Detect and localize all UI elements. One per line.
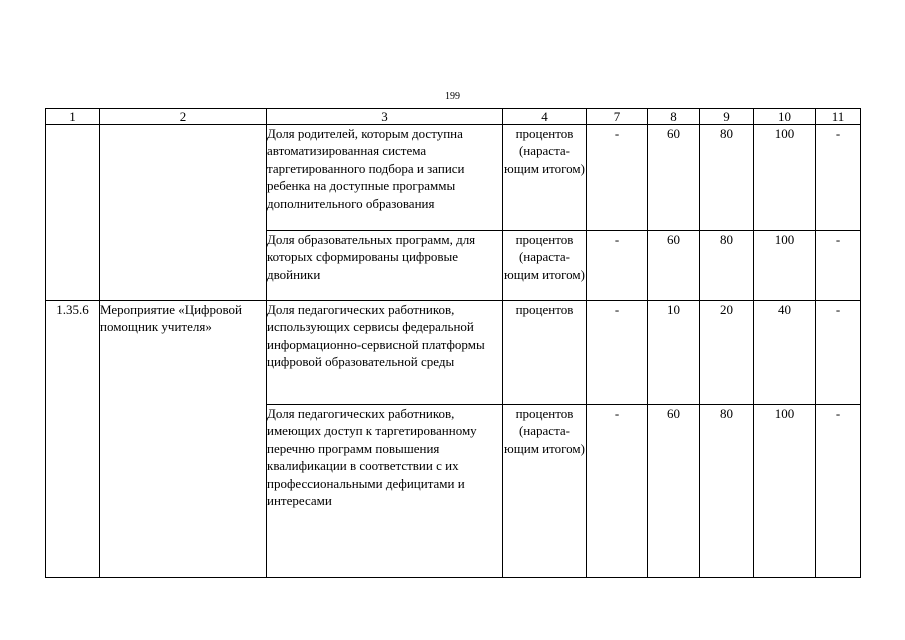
row-number-cell bbox=[46, 125, 100, 301]
value-cell-11: - bbox=[816, 405, 861, 578]
table-header-row bbox=[46, 109, 861, 125]
event-cell bbox=[100, 125, 267, 301]
value-cell-8: 60 bbox=[648, 125, 700, 231]
value-cell-9: 80 bbox=[700, 405, 754, 578]
value-cell-7: - bbox=[587, 405, 648, 578]
indicator-cell: Доля педагогических работников, использующих сервисы федеральной информационно-сервисной платформы цифровой образовательной среды bbox=[267, 301, 503, 405]
unit-cell: процентов bbox=[503, 301, 587, 405]
value-cell-7: - bbox=[587, 125, 648, 231]
value-cell-11: - bbox=[816, 301, 861, 405]
event-cell: Мероприятие «Цифровой помощник учителя» bbox=[100, 301, 267, 578]
page-number: 199 bbox=[445, 91, 460, 102]
table-row bbox=[46, 125, 861, 231]
indicator-cell: Доля родителей, которым доступна автоматизированная система таргетированного подбора и записи ребенка на доступные программы дополнительного образования bbox=[267, 125, 503, 231]
header-cell-4: 4 bbox=[503, 109, 587, 125]
table-row bbox=[46, 301, 861, 405]
value-cell-10: 100 bbox=[754, 405, 816, 578]
indicator-cell: Доля образовательных программ, для которых сформированы цифровые двойники bbox=[267, 231, 503, 301]
header-cell-3: 3 bbox=[267, 109, 503, 125]
value-cell-7: - bbox=[587, 231, 648, 301]
unit-cell: процентов (нараста-ющим итогом) bbox=[503, 231, 587, 301]
header-cell-7: 7 bbox=[587, 109, 648, 125]
value-cell-7: - bbox=[587, 301, 648, 405]
value-cell-9: 80 bbox=[700, 125, 754, 231]
header-cell-2: 2 bbox=[100, 109, 267, 125]
header-cell-1: 1 bbox=[46, 109, 100, 125]
header-cell-10: 10 bbox=[754, 109, 816, 125]
value-cell-8: 60 bbox=[648, 231, 700, 301]
value-cell-10: 100 bbox=[754, 125, 816, 231]
value-cell-10: 100 bbox=[754, 231, 816, 301]
header-cell-8: 8 bbox=[648, 109, 700, 125]
header-cell-9: 9 bbox=[700, 109, 754, 125]
unit-cell: процентов (нараста-ющим итогом) bbox=[503, 405, 587, 578]
indicator-table bbox=[45, 108, 861, 578]
value-cell-9: 20 bbox=[700, 301, 754, 405]
value-cell-8: 10 bbox=[648, 301, 700, 405]
value-cell-11: - bbox=[816, 231, 861, 301]
value-cell-8: 60 bbox=[648, 405, 700, 578]
row-number-cell: 1.35.6 bbox=[46, 301, 100, 578]
header-cell-11: 11 bbox=[816, 109, 861, 125]
value-cell-10: 40 bbox=[754, 301, 816, 405]
indicator-cell: Доля педагогических работников, имеющих доступ к таргетированному перечню программ повышения квалификации в соответствии с их профессиональными дефицитами и интересами bbox=[267, 405, 503, 578]
value-cell-11: - bbox=[816, 125, 861, 231]
unit-cell: процентов (нараста-ющим итогом) bbox=[503, 125, 587, 231]
value-cell-9: 80 bbox=[700, 231, 754, 301]
